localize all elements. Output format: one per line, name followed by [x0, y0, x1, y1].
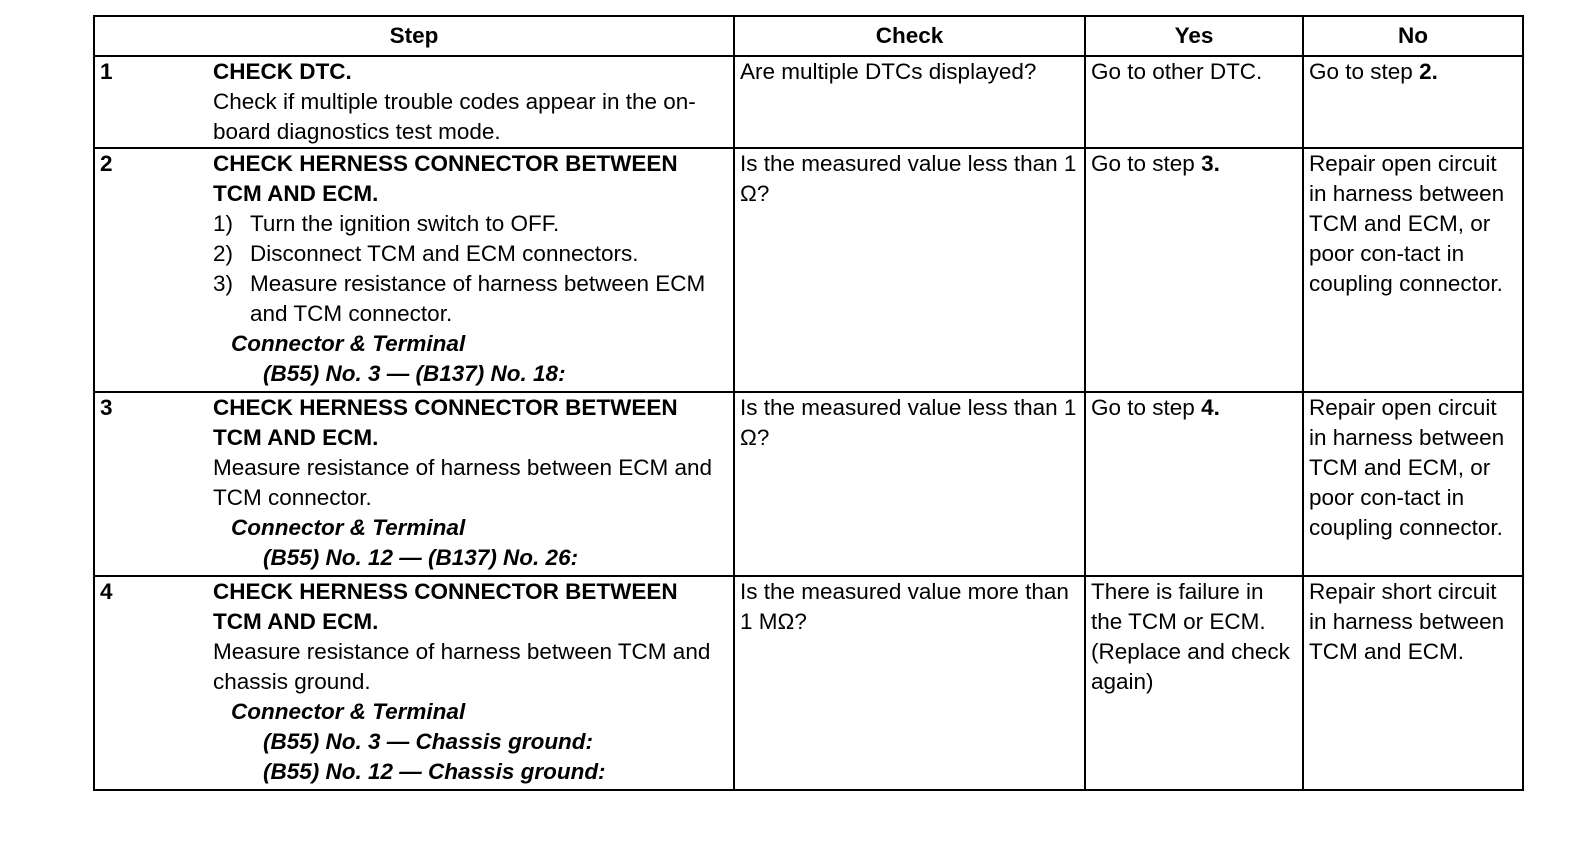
connector-terminal-label: Connector & Terminal	[231, 331, 466, 356]
check-cell: Is the measured value more than 1 MΩ?	[734, 576, 1085, 790]
item-number: 1)	[213, 211, 234, 236]
check-cell: Is the measured value less than 1 Ω?	[734, 392, 1085, 576]
step-title: CHECK HERNESS CONNECTOR BETWEEN TCM AND ECM.	[213, 579, 678, 634]
item-text: Turn the ignition switch to OFF.	[250, 211, 560, 236]
header-step: Step	[94, 16, 734, 56]
connector-terminal-value: (B55) No. 12 — Chassis ground:	[263, 759, 606, 784]
step-text: Measure resistance of harness between ECM and TCM connector.	[213, 455, 713, 510]
yes-step-ref: 3.	[1201, 151, 1220, 176]
yes-cell: There is failure in the TCM or ECM. (Replace and check again)	[1085, 576, 1303, 790]
header-check: Check	[734, 16, 1085, 56]
check-cell: Is the measured value less than 1 Ω?	[734, 148, 1085, 392]
no-prefix: Go to step	[1309, 59, 1420, 84]
table-row	[94, 148, 1523, 392]
no-cell: Repair short circuit in harness between TCM and ECM.	[1303, 576, 1523, 790]
table-row	[94, 576, 1523, 790]
step-item	[213, 209, 729, 239]
no-cell	[1303, 56, 1523, 148]
yes-cell	[1085, 148, 1303, 392]
diagnostic-table	[93, 15, 1524, 791]
no-step-ref: 2.	[1419, 59, 1438, 84]
yes-step-ref: 4.	[1201, 395, 1220, 420]
connector-terminal-value: (B55) No. 3 — (B137) No. 18:	[263, 361, 566, 386]
yes-prefix: Go to step	[1091, 395, 1202, 420]
no-cell: Repair open circuit in harness between TCM and ECM, or poor con-tact in coupling connector.	[1303, 392, 1523, 576]
connector-terminal-label: Connector & Terminal	[231, 699, 466, 724]
step-text: Measure resistance of harness between TCM and chassis ground.	[213, 639, 711, 694]
step-cell	[94, 392, 734, 576]
header-yes: Yes	[1085, 16, 1303, 56]
step-item	[213, 239, 729, 269]
step-title: CHECK DTC.	[213, 59, 352, 84]
yes-prefix: Go to step	[1091, 151, 1202, 176]
table-row	[94, 56, 1523, 148]
header-row	[94, 16, 1523, 56]
yes-cell: Go to other DTC.	[1085, 56, 1303, 148]
item-text: Disconnect TCM and ECM connectors.	[250, 241, 639, 266]
step-cell	[94, 56, 734, 148]
step-title: CHECK HERNESS CONNECTOR BETWEEN TCM AND ECM.	[213, 151, 678, 206]
step-item	[213, 269, 729, 329]
item-number: 3)	[213, 271, 234, 296]
step-cell	[94, 148, 734, 392]
step-cell	[94, 576, 734, 790]
no-cell: Repair open circuit in harness between TCM and ECM, or poor con-tact in coupling connector.	[1303, 148, 1523, 392]
step-number: 4	[100, 579, 113, 604]
connector-terminal-label: Connector & Terminal	[231, 515, 466, 540]
connector-terminal-value: (B55) No. 3 — Chassis ground:	[263, 729, 594, 754]
item-number: 2)	[213, 241, 234, 266]
step-number: 3	[100, 395, 113, 420]
connector-terminal-value: (B55) No. 12 — (B137) No. 26:	[263, 545, 579, 570]
step-number: 2	[100, 151, 113, 176]
step-number: 1	[100, 59, 113, 84]
header-no: No	[1303, 16, 1523, 56]
step-text: Check if multiple trouble codes appear in the on-board diagnostics test mode.	[213, 89, 696, 144]
step-title: CHECK HERNESS CONNECTOR BETWEEN TCM AND ECM.	[213, 395, 678, 450]
yes-cell	[1085, 392, 1303, 576]
check-cell: Are multiple DTCs displayed?	[734, 56, 1085, 148]
item-text: Measure resistance of harness between ECM and TCM connector.	[250, 271, 706, 326]
table-row	[94, 392, 1523, 576]
